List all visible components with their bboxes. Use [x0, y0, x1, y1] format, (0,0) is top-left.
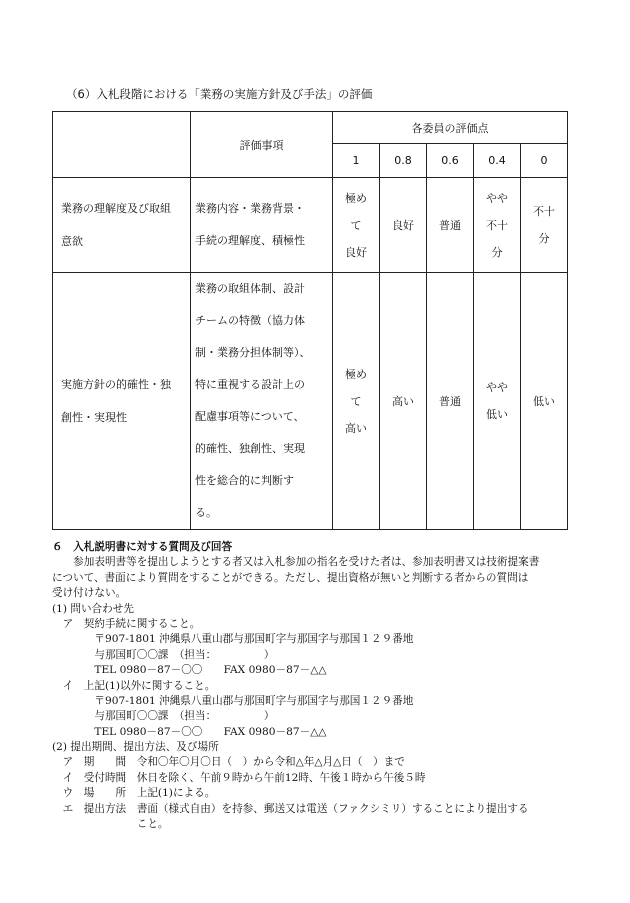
list-item: イ 上記(1)以外に関すること。 — [52, 679, 216, 692]
rating-cell: 低い — [521, 273, 568, 530]
list-item: イ 受付時間 休日を除く、午前９時から午前12時、午後１時から午後５時 — [52, 771, 426, 784]
rating-cell: 高い — [380, 273, 427, 530]
eval-item-cell: 実施方針の的確性・独 創性・実現性 — [53, 273, 191, 530]
section-heading: ６ 入札説明書に対する質問及び回答 — [52, 541, 233, 553]
score-header-0.6: 0.6 — [427, 144, 474, 178]
contact-line: 与那国町〇〇課 （担当： ） — [52, 710, 275, 723]
list-item: ウ 場 所 上記(1)による。 — [52, 787, 216, 800]
rating-cell: やや 不十 分 — [474, 178, 521, 273]
phone-fax-line: TEL 0980－87－〇〇 FAX 0980－87－△△ — [52, 664, 327, 677]
list-item: エ 提出方法 書面（様式自由）を持参、郵送又は電送（ファクシミリ）することにより提出する — [52, 802, 529, 815]
eval-item-cell: 業務の理解度及び取組 意欲 — [53, 178, 191, 273]
address-line: 〒907-1801 沖縄県八重山郡与那国町字与那国字与那国１２９番地 — [52, 694, 414, 707]
rating-cell: 極め て 高い — [333, 273, 380, 530]
rating-cell: 極め て 良好 — [333, 178, 380, 273]
rating-cell: やや 低い — [474, 273, 521, 530]
address-line: 〒907-1801 沖縄県八重山郡与那国町字与那国字与那国１２９番地 — [52, 633, 414, 646]
rating-cell: 普通 — [427, 273, 474, 530]
subheading: (1) 問い合わせ先 — [52, 602, 134, 615]
header-scores-title: 各委員の評価点 — [333, 112, 568, 144]
eval-desc-cell: 業務の取組体制、設計 チームの特徴（協力体 制・業務分担体制等）、 特に重視する設計上の 配慮事項等について、 的確性、独創性、実現 性を総合的に判断す る。 — [191, 273, 333, 530]
header-eval-items: 評価事項 — [191, 112, 333, 178]
table-row — [53, 178, 568, 273]
subheading: (2) 提出期間、提出方法、及び場所 — [52, 741, 219, 754]
score-header-0.8: 0.8 — [380, 144, 427, 178]
rating-cell: 普通 — [427, 178, 474, 273]
paragraph-line: について、書面により質問をすることができる。ただし、提出資格が無いと判断する者からの質問は — [52, 571, 529, 584]
contact-line: 与那国町〇〇課 （担当： ） — [52, 648, 275, 661]
score-header-0.4: 0.4 — [474, 144, 521, 178]
rating-cell: 不十 分 — [521, 178, 568, 273]
list-item: ア 期 間 令和〇年〇月〇日（ ）から令和△年△月△日（ ）まで — [52, 756, 405, 769]
paragraph-line: 参加表明書等を提出しようとする者又は入札参加の指名を受けた者は、参加表明書又は技術提案書 — [52, 556, 540, 569]
table-row — [53, 273, 568, 530]
body-text — [52, 540, 592, 832]
eval-desc-cell: 業務内容・業務背景・ 手続の理解度、積極性 — [191, 178, 333, 273]
rating-cell: 良好 — [380, 178, 427, 273]
score-header-0: 0 — [521, 144, 568, 178]
paragraph-line: 受け付けない。 — [52, 587, 127, 600]
evaluation-table — [52, 111, 568, 530]
score-header-1: 1 — [333, 144, 380, 178]
list-item-continuation: こと。 — [52, 818, 169, 831]
section-heading: （6）入札段階における「業務の実施方針及び手法」の評価 — [66, 87, 373, 101]
header-blank-cell — [53, 112, 191, 178]
phone-fax-line: TEL 0980－87－〇〇 FAX 0980－87－△△ — [52, 725, 327, 738]
list-item: ア 契約手続に関すること。 — [52, 617, 201, 630]
